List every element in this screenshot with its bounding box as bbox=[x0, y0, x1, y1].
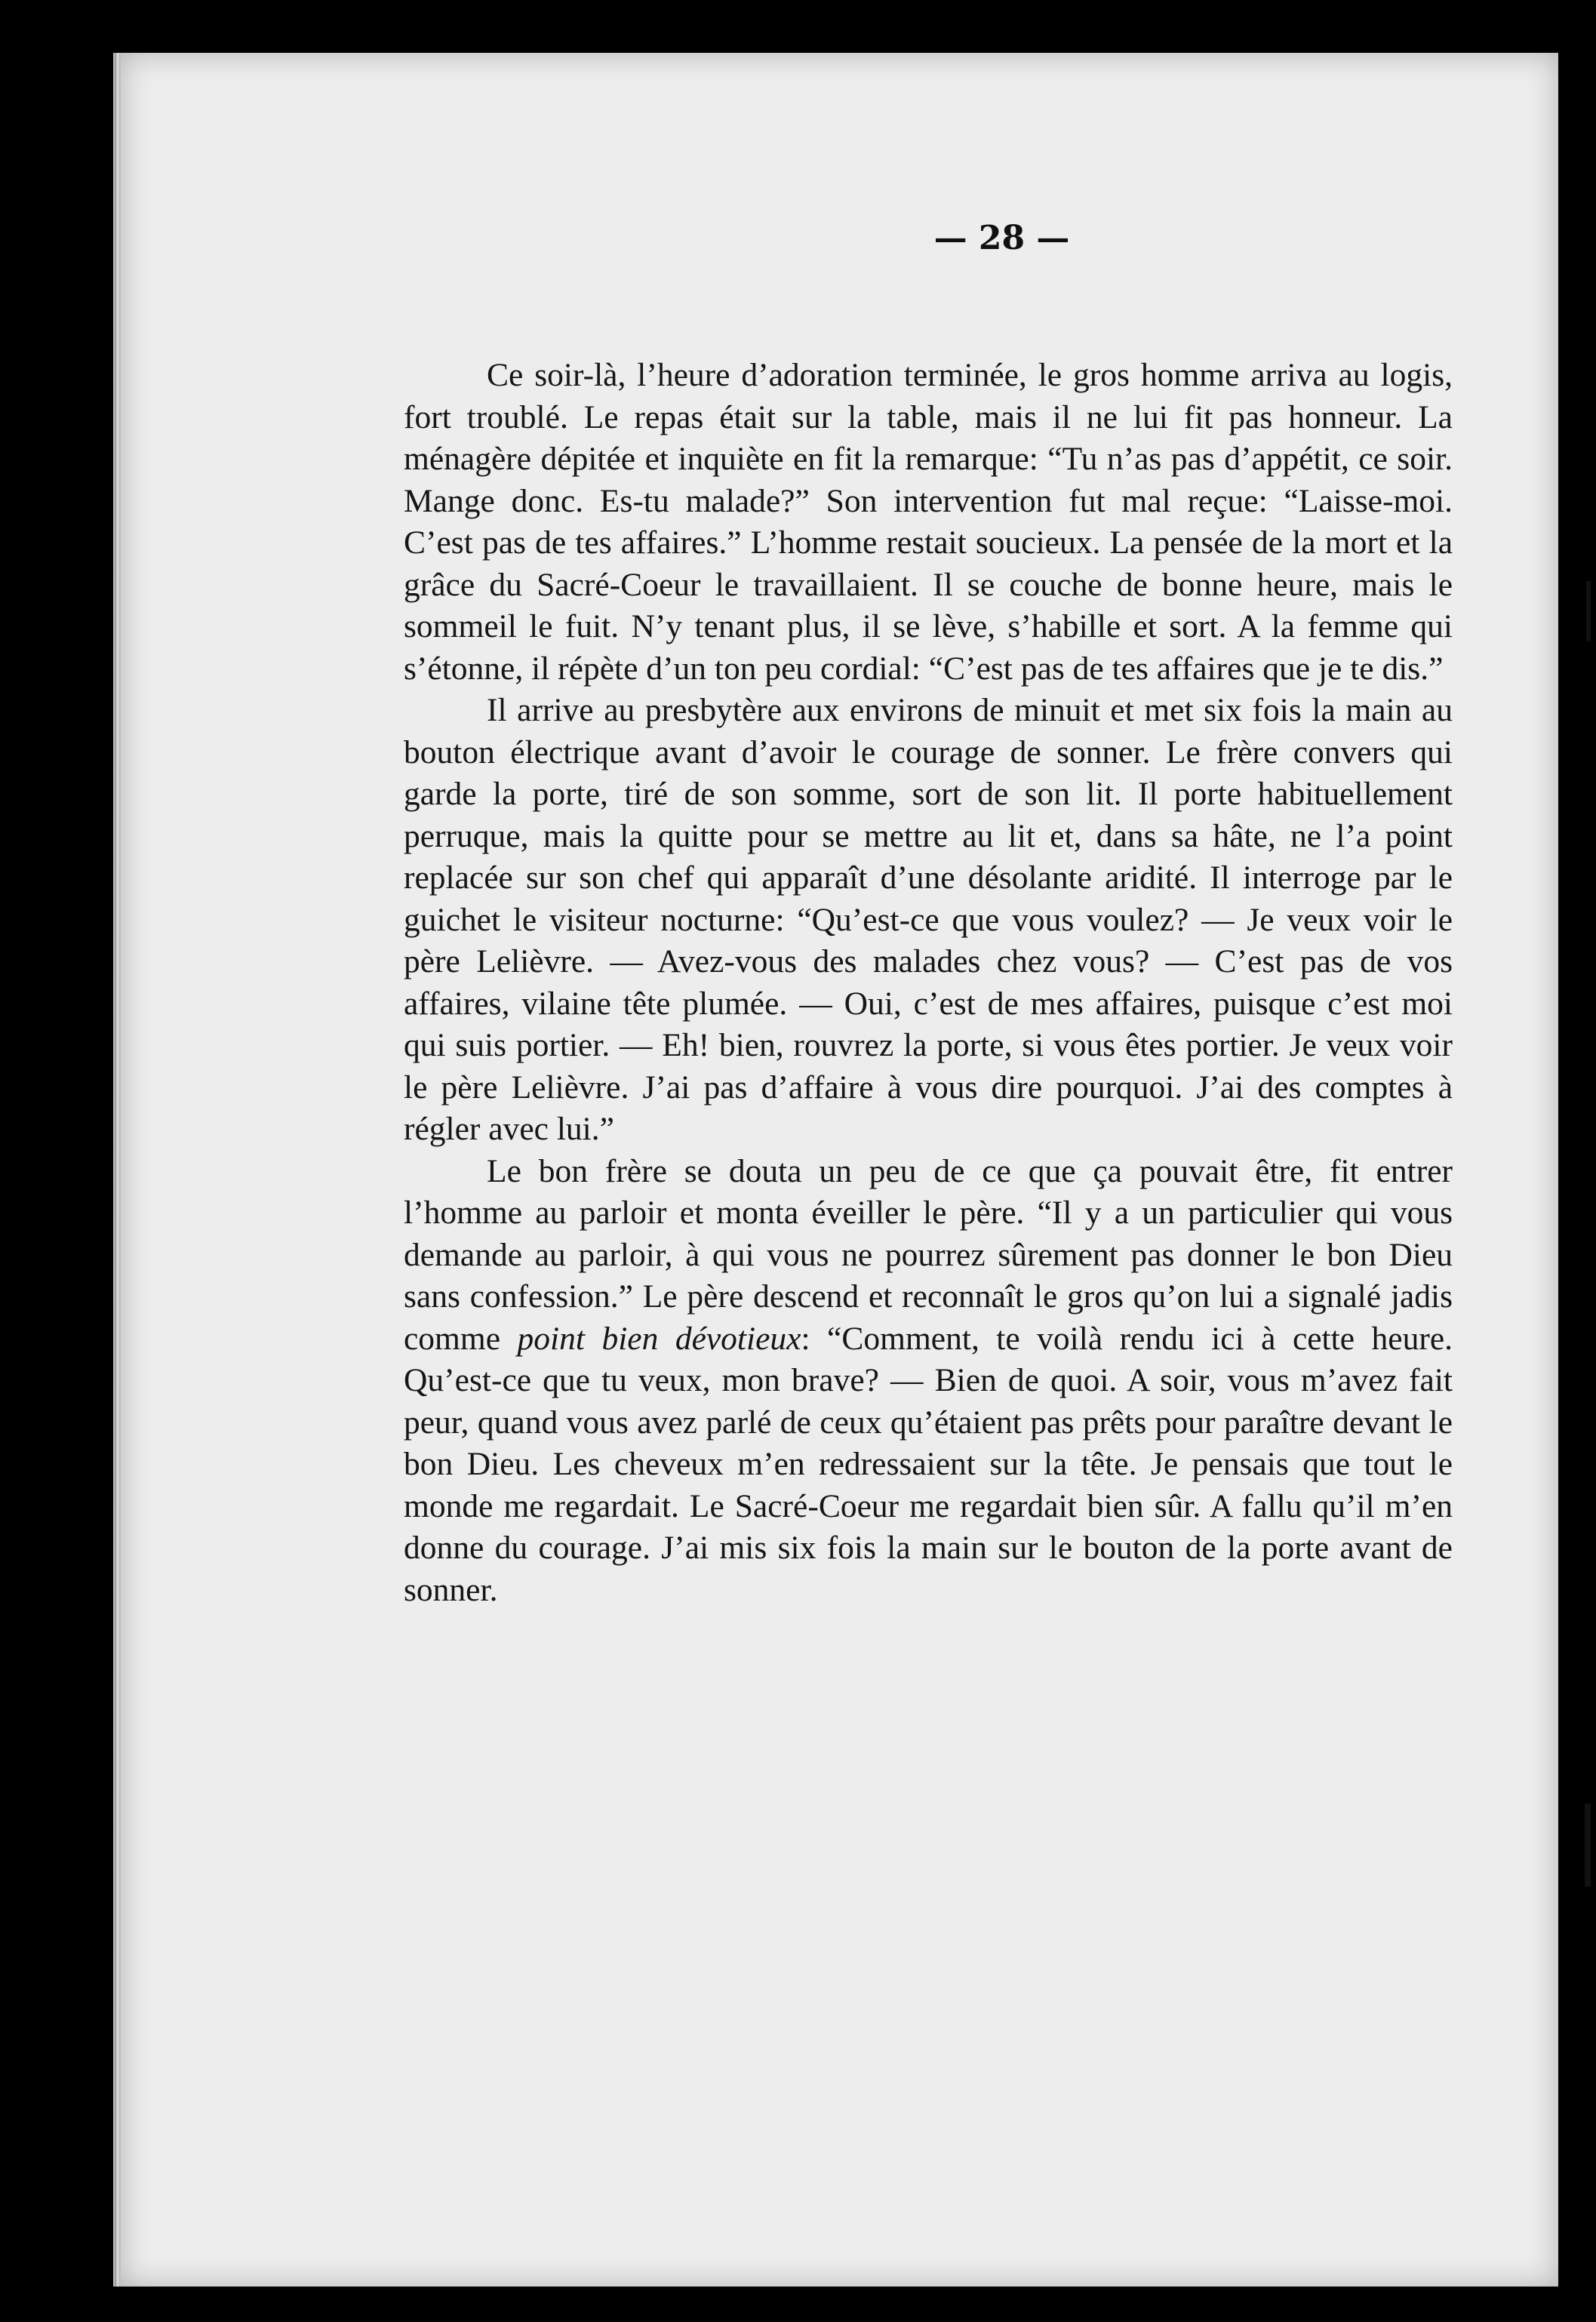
right-edge-mark-1 bbox=[1586, 581, 1591, 641]
paragraph-3-text-b: : “Comment, te voilà rendu ici à cette heure. Qu’est-ce que tu veux, mon brave? — Bien de quoi. A soir, vous m’avez fait peur, quand vous avez parlé de ceux qu’étaient pas prêts pour paraître devant le bon Dieu. Les cheveux m’en redressaient sur la tête. Je pensais que tout le monde me regardait. Le Sacré-Coeur me regardait bien sûr. A fallu qu’il m’en donne du courage. J’ai mis six fois la main sur le bouton de la porte avant de sonner. bbox=[404, 1320, 1453, 1608]
page-number: — 28 — bbox=[933, 219, 1070, 257]
paragraph-3 bbox=[404, 1151, 1453, 1612]
paragraph-2-text: Il arrive au presbytère aux environs de minuit et met six fois la main au bouton électrique avant d’avoir le courage de sonner. Le frère convers qui garde la porte, tiré de son somme, sort de son lit. Il porte habituellement perruque, mais la quitte pour se mettre au lit et, dans sa hâte, ne l’a point replacée sur son chef qui apparaît d’une désolante aridité. Il interroge par le guichet le visiteur nocturne: “Qu’est-ce que vous voulez? — Je veux voir le père Lelièvre. — Avez-vous des malades chez vous? — C’est pas de vos affaires, vilaine tête plumée. — Oui, c’est de mes affaires, puisque c’est moi qui suis portier. — Eh! bien, rouvrez la porte, si vous êtes portier. Je veux voir le père Lelièvre. J’ai pas d’affaire à vous dire pourquoi. J’ai des comptes à régler avec lui.” bbox=[404, 692, 1453, 1147]
body-text bbox=[404, 355, 1453, 1611]
paragraph-1-text: Ce soir-là, l’heure d’adoration terminée, le gros homme arriva au logis, fort troublé. Le repas était sur la table, mais il ne lui fit pas honneur. La ménagère dépitée et inquiète en fit la remarque: “Tu n’as pas d’appétit, ce soir. Mange donc. Es-tu malade?” Son intervention fut mal reçue: “Laisse-moi. C’est pas de tes affaires.” L’homme restait soucieux. La pensée de la mort et la grâce du Sacré-Coeur le travaillaient. Il se couche de bonne heure, mais le sommeil le fuit. N’y tenant plus, il se lève, s’habille et sort. A la femme qui s’étonne, il répète d’un ton peu cordial: “C’est pas de tes affaires que je te dis.” bbox=[404, 357, 1453, 687]
paragraph-1 bbox=[404, 355, 1453, 690]
paragraph-3-italic-phrase: point bien dévotieux bbox=[517, 1320, 801, 1357]
paragraph-2 bbox=[404, 690, 1453, 1151]
paragraph-3-text-a: Le bon frère se douta un peu de ce que ça pouvait être, fit entrer l’homme au parloir et monta éveiller le père. “Il y a un particulier qui vous demande au parloir, à qui vous ne pourrez sûrement pas donner le bon Dieu sans confession.” Le père descend et reconnaît le gros qu’on lui a signalé jadis comme bbox=[404, 1152, 1453, 1357]
right-edge-mark-2 bbox=[1585, 1804, 1591, 1887]
